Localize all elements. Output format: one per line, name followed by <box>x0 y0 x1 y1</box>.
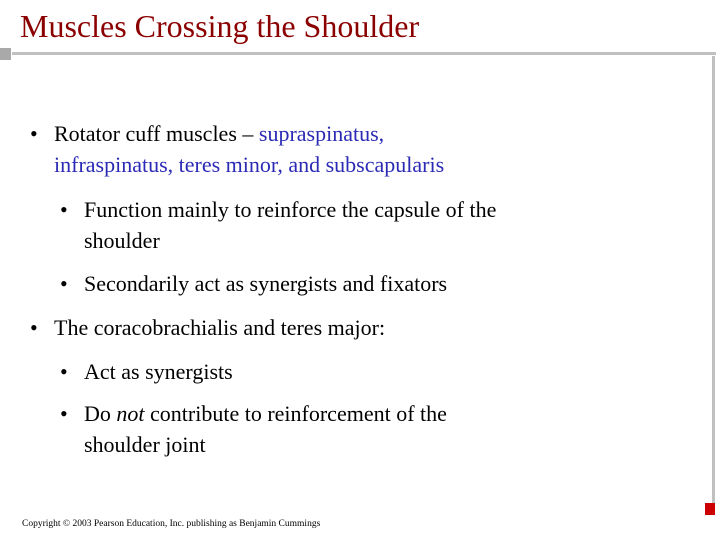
sub-bullet-do-not <box>60 398 447 460</box>
bullet-text: Secondarily act as synergists and fixators <box>84 271 448 296</box>
bullet-dot: • <box>60 271 68 296</box>
slide-title: Muscles Crossing the Shoulder <box>20 8 420 44</box>
bullet-text: Rotator cuff muscles – <box>54 121 259 146</box>
right-divider <box>712 56 715 504</box>
highlight-term: supraspinatus, <box>258 121 385 146</box>
bullet-text: Function mainly to reinforce the capsule of the <box>84 197 497 222</box>
sub-bullet-synergists <box>60 356 233 387</box>
corner-square-decoration <box>0 48 11 60</box>
bullet-coracobrachialis <box>30 312 385 343</box>
sub-bullet-secondarily <box>60 268 447 299</box>
highlight-term: infraspinatus, teres minor, and subscapularis <box>54 152 445 177</box>
accent-square-decoration <box>705 503 715 515</box>
copyright-footer: Copyright © 2003 Pearson Education, Inc. publishing as Benjamin Cummings <box>22 519 321 529</box>
bullet-text: contribute to reinforcement of the <box>144 401 447 426</box>
sub-bullet-function <box>60 194 496 256</box>
bullet-dot: • <box>60 359 68 384</box>
bullet-dot: • <box>60 197 68 222</box>
emphasis-text: not <box>116 401 145 426</box>
bullet-dot: • <box>60 401 68 426</box>
bullet-rotator-cuff <box>30 118 444 180</box>
bullet-text: Act as synergists <box>84 359 233 384</box>
bullet-dot: • <box>30 315 38 340</box>
bullet-text: Do <box>84 401 117 426</box>
title-divider <box>12 52 716 55</box>
bullet-dot: • <box>30 121 38 146</box>
bullet-text: The coracobrachialis and teres major: <box>54 315 386 340</box>
bullet-text: shoulder <box>84 228 160 253</box>
bullet-text: shoulder joint <box>84 432 206 457</box>
